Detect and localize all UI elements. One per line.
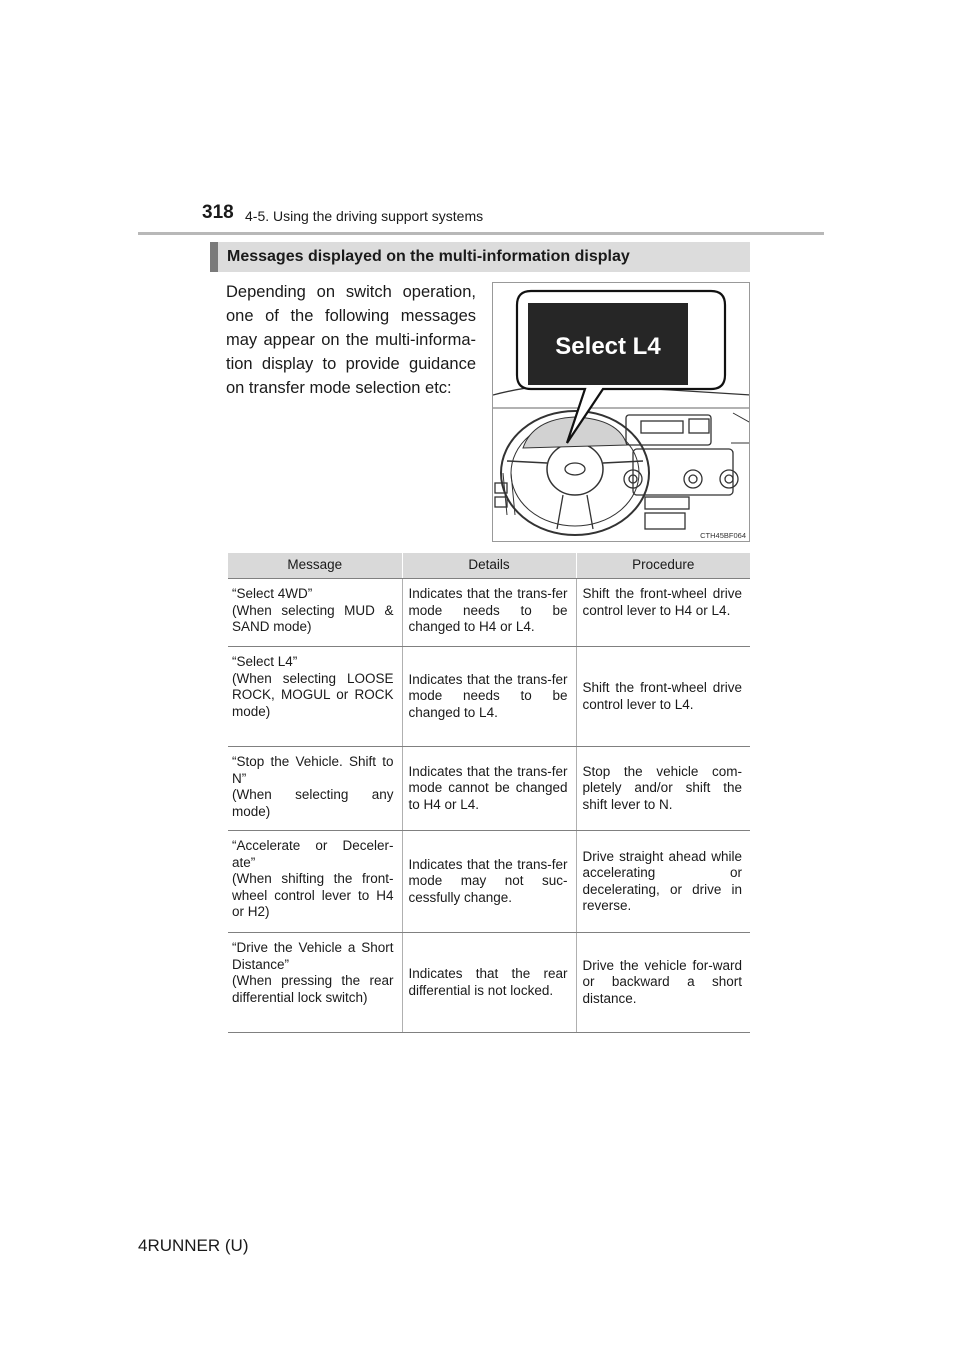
procedure-cell: Shift the front-wheel drive control lever to H4 or L4. <box>576 579 750 647</box>
details-cell: Indicates that the trans-fer mode needs to be changed to L4. <box>402 647 576 747</box>
table-row <box>228 747 750 831</box>
display-message-text: Select L4 <box>555 333 661 360</box>
column-header-message: Message <box>228 553 402 579</box>
procedure-cell: Shift the front-wheel drive control lever to L4. <box>576 647 750 747</box>
procedure-cell: Drive straight ahead while accelerating or decelerating, or drive in reverse. <box>576 831 750 933</box>
footer-model-label: 4RUNNER (U) <box>138 1236 249 1255</box>
subheading: Messages displayed on the multi-information display <box>210 242 750 272</box>
table-header-row <box>228 553 750 579</box>
column-header-details: Details <box>402 553 576 579</box>
intro-paragraph: Depending on switch operation, one of the following messages may appear on the multi-informa-tion display to provide guidance on transfer mode selection etc: <box>226 283 476 397</box>
header-rule <box>138 232 824 235</box>
column-header-procedure: Procedure <box>576 553 750 579</box>
message-cell: “Stop the Vehicle. Shift to N” (When selecting any mode) <box>228 747 402 831</box>
figure-code: CTH45BF064 <box>700 531 746 540</box>
details-cell: Indicates that the trans-fer mode may not suc-cessfully change. <box>402 831 576 933</box>
dashboard-illustration <box>492 282 750 542</box>
table-row <box>228 579 750 647</box>
procedure-cell: Drive the vehicle for-ward or backward a short distance. <box>576 933 750 1033</box>
section-title: 4-5. Using the driving support systems <box>245 208 484 224</box>
dashboard-illustration-svg <box>493 283 750 542</box>
message-cell: “Select L4” (When selecting LOOSE ROCK, MOGUL or ROCK mode) <box>228 647 402 747</box>
procedure-cell: Stop the vehicle com-pletely and/or shift the shift lever to N. <box>576 747 750 831</box>
message-cell: “Select 4WD” (When selecting MUD & SAND mode) <box>228 579 402 647</box>
message-cell: “Drive the Vehicle a Short Distance” (When pressing the rear differential lock switch) <box>228 933 402 1033</box>
message-cell: “Accelerate or Deceler-ate” (When shifting the front-wheel control lever to H4 or H2) <box>228 831 402 933</box>
page-number: 318 <box>202 202 234 223</box>
messages-table <box>228 553 750 1033</box>
details-cell: Indicates that the trans-fer mode cannot be changed to H4 or L4. <box>402 747 576 831</box>
table-row <box>228 933 750 1033</box>
table-row <box>228 831 750 933</box>
details-cell: Indicates that the rear differential is not locked. <box>402 933 576 1033</box>
table-row <box>228 647 750 747</box>
details-cell: Indicates that the trans-fer mode needs to be changed to H4 or L4. <box>402 579 576 647</box>
